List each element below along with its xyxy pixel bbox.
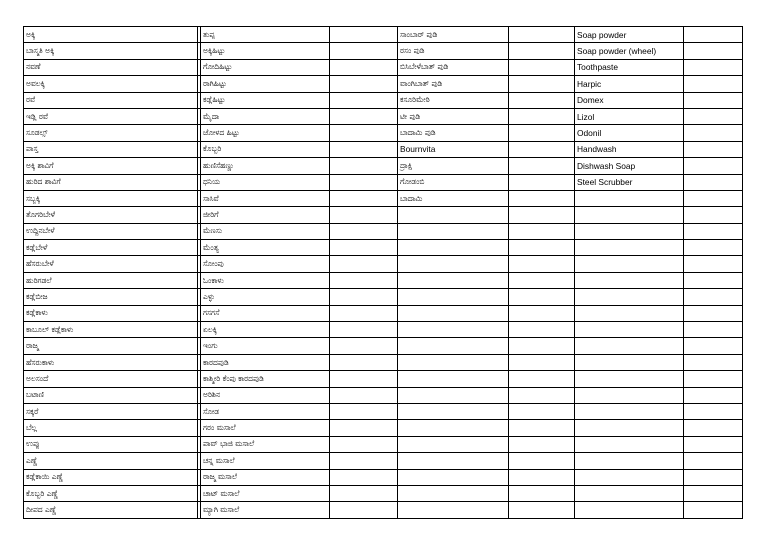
item-name-col2: ಚನ್ನ ಮಸಾಲೆ [201,453,330,469]
table-row [24,436,743,452]
table-row [24,141,743,157]
qty-col4 [684,141,743,157]
qty-col3 [509,59,575,75]
table-row [24,27,743,43]
item-name-col1: ಪಾಸ್ತ [24,141,198,157]
qty-col3 [509,158,575,174]
item-name-col3: ಬಿಸಿಬೇಳೆಬಾತ್ ಪುಡಿ [398,59,509,75]
item-name-col4: Domex [575,92,684,108]
item-name-col1: ಬಟಾಣಿ [24,387,198,403]
table-row [24,190,743,206]
qty-col2 [330,256,398,272]
qty-col4 [684,469,743,485]
item-name-col2: ಕಡ್ಲೆಹಿಟ್ಟು [201,92,330,108]
item-name-col2: ಓಂಕಾಳು [201,272,330,288]
qty-col4 [684,322,743,338]
item-name-col4 [575,354,684,370]
item-name-col4 [575,322,684,338]
qty-col4 [684,207,743,223]
item-name-col3: ದ್ರಾಕ್ಷಿ [398,158,509,174]
qty-col3 [509,108,575,124]
item-name-col1: ಹೆಸರುಬೇಳೆ [24,256,198,272]
item-name-col1: ನವಣೆ [24,59,198,75]
table-row [24,289,743,305]
table-row [24,338,743,354]
qty-col4 [684,289,743,305]
qty-col2 [330,289,398,305]
table-row [24,387,743,403]
item-name-col2: ರಾಗಿಹಿಟ್ಟು [201,76,330,92]
qty-col4 [684,485,743,501]
table-row [24,354,743,370]
qty-col2 [330,502,398,518]
item-name-col4: Dishwash Soap [575,158,684,174]
item-name-col2: ಅಕ್ಕಿಹಿಟ್ಟು [201,43,330,59]
item-name-col2: ಪಾವ್ ಭಾಜಿ ಮಸಾಲೆ [201,436,330,452]
item-name-col1: ಕಡ್ಲೆಕಾಳು [24,305,198,321]
table-row [24,305,743,321]
item-name-col4: Soap powder [575,27,684,43]
qty-col3 [509,272,575,288]
table-row [24,403,743,419]
qty-col2 [330,272,398,288]
qty-col4 [684,43,743,59]
qty-col3 [509,125,575,141]
table-row [24,502,743,518]
qty-col3 [509,354,575,370]
item-name-col2: ಕೊಬ್ಬರಿ [201,141,330,157]
item-name-col3 [398,420,509,436]
qty-col2 [330,485,398,501]
item-name-col1: ಕಡ್ಲೆಬೀಜ [24,289,198,305]
item-name-col2: ಹುಣಿಸೆಹಣ್ಣು [201,158,330,174]
table-row [24,371,743,387]
qty-col4 [684,453,743,469]
qty-col3 [509,289,575,305]
qty-col3 [509,174,575,190]
item-name-col4 [575,256,684,272]
qty-col3 [509,485,575,501]
item-name-col2: ಧನಿಯ [201,174,330,190]
qty-col2 [330,354,398,370]
item-name-col4 [575,436,684,452]
table-row [24,420,743,436]
qty-col4 [684,190,743,206]
item-name-col1: ಅಕ್ಕಿ [24,27,198,43]
item-name-col2: ಚಾಟ್ ಮಸಾಲೆ [201,485,330,501]
qty-col2 [330,223,398,239]
table-row [24,108,743,124]
qty-col2 [330,174,398,190]
item-name-col4 [575,453,684,469]
item-name-col3: ಬಾದಾಮಿ ಪುಡಿ [398,125,509,141]
item-name-col2: ಕಾರದಪುಡಿ [201,354,330,370]
qty-col3 [509,387,575,403]
item-name-col1: ರಾಜ್ಮ [24,338,198,354]
item-name-col4: Lizol [575,108,684,124]
item-name-col3 [398,371,509,387]
table-row [24,240,743,256]
item-name-col3: ರಸಂ ಪುಡಿ [398,43,509,59]
qty-col3 [509,190,575,206]
qty-col3 [509,403,575,419]
qty-col3 [509,436,575,452]
item-name-col3 [398,240,509,256]
qty-col3 [509,43,575,59]
item-name-col4: Odonil [575,125,684,141]
item-name-col2: ಗಸಗಸೆ [201,305,330,321]
item-name-col2: ಮೆಂತ್ಯ [201,240,330,256]
item-name-col4 [575,403,684,419]
item-name-col1: ಅಕ್ಕಿ ಶಾವಿಗೆ [24,158,198,174]
qty-col4 [684,272,743,288]
qty-col2 [330,371,398,387]
qty-col2 [330,43,398,59]
qty-col2 [330,141,398,157]
item-name-col4 [575,190,684,206]
item-name-col4 [575,502,684,518]
item-name-col4 [575,469,684,485]
qty-col2 [330,207,398,223]
item-name-col4 [575,371,684,387]
qty-col2 [330,240,398,256]
qty-col3 [509,371,575,387]
qty-col4 [684,27,743,43]
qty-col2 [330,27,398,43]
item-name-col1: ಸಕ್ಕರೆ [24,403,198,419]
table-row [24,207,743,223]
qty-col2 [330,125,398,141]
qty-col4 [684,108,743,124]
qty-col3 [509,469,575,485]
item-name-col3: ಟೀ ಪುಡಿ [398,108,509,124]
item-name-col3 [398,387,509,403]
table-row [24,322,743,338]
item-name-col3 [398,453,509,469]
item-name-col1: ಅವಲಕ್ಕಿ [24,76,198,92]
item-name-col3 [398,436,509,452]
qty-col3 [509,27,575,43]
item-name-col3 [398,256,509,272]
qty-col4 [684,174,743,190]
qty-col2 [330,387,398,403]
item-name-col3 [398,322,509,338]
qty-col4 [684,354,743,370]
item-name-col1: ಕಾಬೂಲ್ ಕಡ್ಲೆಕಾಳು [24,322,198,338]
item-name-col2: ಮೆಣಸು [201,223,330,239]
qty-col4 [684,92,743,108]
item-name-col2: ಏಲಕ್ಕಿ [201,322,330,338]
qty-col3 [509,338,575,354]
qty-col4 [684,76,743,92]
item-name-col1: ಬೆಲ್ಲ [24,420,198,436]
item-name-col3: ಗೋಡಂಬಿ [398,174,509,190]
qty-col2 [330,190,398,206]
qty-col4 [684,305,743,321]
item-name-col3 [398,223,509,239]
qty-col4 [684,223,743,239]
item-name-col2: ಗರಂ ಮಸಾಲೆ [201,420,330,436]
item-name-col1: ಸೂಡಲ್ಸ್ [24,125,198,141]
qty-col3 [509,141,575,157]
qty-col4 [684,125,743,141]
item-name-col4 [575,207,684,223]
item-name-col1: ಬಾಸ್ಮತಿ ಅಕ್ಕಿ [24,43,198,59]
qty-col3 [509,92,575,108]
item-name-col2: ಜೋಳದ ಹಿಟ್ಟು [201,125,330,141]
table-row [24,256,743,272]
qty-col3 [509,420,575,436]
item-name-col2: ತುಪ್ಪ [201,27,330,43]
table-row [24,223,743,239]
item-name-col3 [398,272,509,288]
item-name-col1: ಕೊಬ್ಬರಿ ಎಣ್ಣೆ [24,485,198,501]
item-name-col4 [575,387,684,403]
qty-col3 [509,223,575,239]
grocery-list-table [23,26,743,519]
qty-col2 [330,436,398,452]
qty-col2 [330,420,398,436]
item-name-col3: ಸಾಂಬಾರ್ ಪುಡಿ [398,27,509,43]
qty-col3 [509,453,575,469]
item-name-col1: ಉದ್ದಿನಬೇಳೆ [24,223,198,239]
qty-col2 [330,403,398,419]
item-name-col2: ರಾಜ್ಮ ಮಸಾಲೆ [201,469,330,485]
qty-col3 [509,502,575,518]
table-row [24,174,743,190]
item-name-col1: ಹುರಿದ ಶಾವಿಗೆ [24,174,198,190]
qty-col3 [509,207,575,223]
table-row [24,485,743,501]
qty-col4 [684,420,743,436]
item-name-col1: ಎಣ್ಣೆ [24,453,198,469]
item-name-col2: ಕಾಶ್ಮೀರಿ ಕೆಂಪು ಕಾರದಪುಡಿ [201,371,330,387]
qty-col2 [330,322,398,338]
item-name-col3 [398,485,509,501]
item-name-col1: ಅಲಸಂದೆ [24,371,198,387]
table-row [24,469,743,485]
qty-col3 [509,76,575,92]
item-name-col4: Toothpaste [575,59,684,75]
table-row [24,158,743,174]
qty-col2 [330,453,398,469]
qty-col2 [330,338,398,354]
item-name-col1: ಕಡ್ಲೆಕಾಯಿ ಎಣ್ಣೆ [24,469,198,485]
item-name-col2: ಸಾಸಿವೆ [201,190,330,206]
item-name-col4 [575,338,684,354]
qty-col4 [684,502,743,518]
item-name-col1: ಸಬ್ಬಕ್ಕಿ [24,190,198,206]
item-name-col3 [398,354,509,370]
item-name-col2: ಎಳ್ಳು [201,289,330,305]
table-row [24,272,743,288]
item-name-col4: Handwash [575,141,684,157]
item-name-col4: Steel Scrubber [575,174,684,190]
table-row [24,59,743,75]
item-name-col4 [575,240,684,256]
item-name-col4 [575,289,684,305]
item-name-col3 [398,207,509,223]
item-name-col4 [575,420,684,436]
item-name-col3 [398,469,509,485]
item-name-col2: ಸೋಡ [201,403,330,419]
item-name-col3: ಕಸೂರಿಮೇಠಿ [398,92,509,108]
qty-col4 [684,403,743,419]
item-name-col1: ದೀಪದ ಎಣ್ಣೆ [24,502,198,518]
item-name-col4 [575,485,684,501]
qty-col4 [684,436,743,452]
item-name-col3: ವಾಂಗಿಬಾತ್ ಪುಡಿ [398,76,509,92]
item-name-col2: ಜೀರಿಗೆ [201,207,330,223]
qty-col2 [330,76,398,92]
grocery-list-rows [24,27,743,519]
item-name-col2: ಗೋದಿಹಿಟ್ಟು [201,59,330,75]
item-name-col3: ಬಾದಾಮಿ [398,190,509,206]
qty-col4 [684,387,743,403]
item-name-col2: ಮೈದಾ [201,108,330,124]
qty-col4 [684,338,743,354]
qty-col3 [509,305,575,321]
item-name-col4 [575,305,684,321]
table-row [24,92,743,108]
table-row [24,76,743,92]
qty-col2 [330,59,398,75]
qty-col3 [509,240,575,256]
qty-col2 [330,158,398,174]
qty-col4 [684,371,743,387]
item-name-col2: ಇಂಗು [201,338,330,354]
item-name-col3: Bournvita [398,141,509,157]
qty-col2 [330,92,398,108]
qty-col4 [684,240,743,256]
item-name-col3 [398,403,509,419]
item-name-col3 [398,338,509,354]
qty-col4 [684,59,743,75]
item-name-col1: ಇಡ್ಲಿ ರವೆ [24,108,198,124]
item-name-col2: ಅರಿಶಿನ [201,387,330,403]
item-name-col1: ತೊಗರಿಬೇಳೆ [24,207,198,223]
qty-col2 [330,305,398,321]
item-name-col1: ಹುರಿಗಡಲೆ [24,272,198,288]
item-name-col1: ಹೆಸರುಕಾಳು [24,354,198,370]
qty-col3 [509,256,575,272]
item-name-col2: ಮ್ಯಾಗಿ ಮಸಾಲೆ [201,502,330,518]
table-row [24,125,743,141]
table-row [24,43,743,59]
item-name-col4 [575,272,684,288]
qty-col4 [684,158,743,174]
item-name-col1: ಕಡ್ಲೆಬೇಳೆ [24,240,198,256]
item-name-col1: ರವೆ [24,92,198,108]
item-name-col3 [398,289,509,305]
item-name-col3 [398,305,509,321]
qty-col2 [330,469,398,485]
qty-col3 [509,322,575,338]
item-name-col4: Harpic [575,76,684,92]
item-name-col3 [398,502,509,518]
item-name-col4 [575,223,684,239]
qty-col2 [330,108,398,124]
item-name-col4: Soap powder (wheel) [575,43,684,59]
table-row [24,453,743,469]
item-name-col2: ಸೋಂಪು [201,256,330,272]
item-name-col1: ಉಪ್ಪು [24,436,198,452]
qty-col4 [684,256,743,272]
